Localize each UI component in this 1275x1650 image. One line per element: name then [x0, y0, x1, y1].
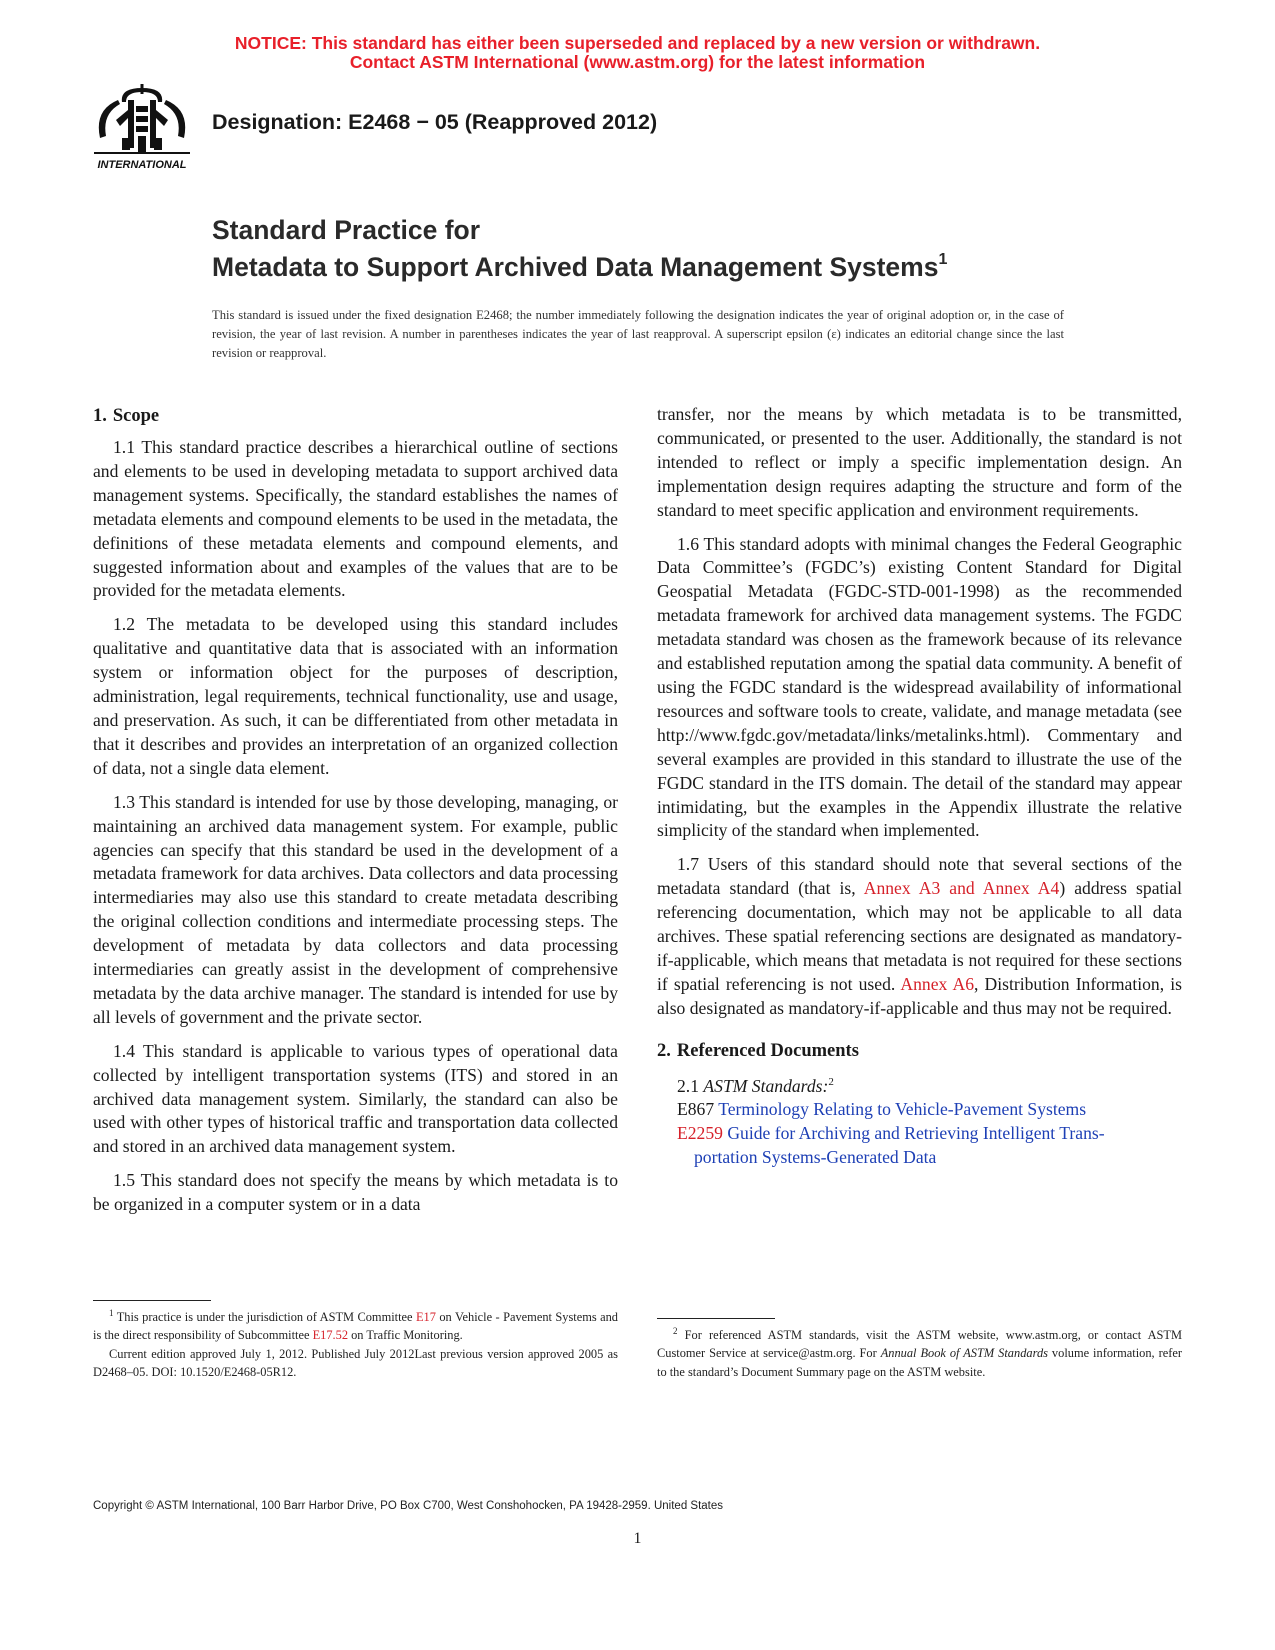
reference-e2259-link-cont[interactable]: portation Systems-Generated Data — [694, 1147, 937, 1168]
footnote-2-text-a: For referenced ASTM standards, visit the ASTM website, www.astm.org, or contact ASTM Customer Service at service@astm.org. For — [657, 1328, 1182, 1361]
reference-e867 — [657, 1098, 1182, 1122]
title-footnote-mark: 1 — [938, 251, 948, 268]
committee-e17-link[interactable]: E17 — [415, 1310, 436, 1325]
title-line-2: Metadata to Support Archived Data Management Systems — [212, 251, 939, 282]
column-left — [93, 404, 618, 1217]
designation: Designation: E2468 − 05 (Reapproved 2012) — [212, 110, 658, 134]
referenced-documents-list — [657, 1071, 1182, 1170]
logo-text: INTERNATIONAL — [97, 159, 187, 171]
annex-a3-a4-link[interactable]: Annex A3 and Annex A4 — [863, 878, 1060, 899]
reference-code-link[interactable]: E2259 — [677, 1123, 723, 1144]
footnote-2-text-b: volume information, refer to the standard’s Document Summary page on the ASTM website. — [657, 1346, 1182, 1379]
footnote-divider-left — [93, 1300, 211, 1301]
section-title: Scope — [112, 406, 160, 426]
notice-line-1: NOTICE: This standard has either been superseded and replaced by a new version or withdrawn. — [234, 33, 1041, 53]
section-heading-referenced — [657, 1039, 1182, 1063]
page-title — [212, 214, 947, 283]
paragraph-1-2: 1.2 The metadata to be developed using this standard includes qualitative and quantitative data that is associated with an information system or information object for the purposes of description, administration, legal requirements, technical functionality, use and usage, and preservation. As such, it can be differentiated from other metadata in that it describes and provides an interpretation of an organized collection of data, not a single data element. — [93, 614, 618, 778]
astm-standards-label — [657, 1071, 1182, 1099]
footnote-2-book-title: Annual Book of ASTM Standards — [880, 1346, 1048, 1361]
paragraph-1-7-text-a: 1.7 Users of this standard should note that several sections of the metadata standard (that is, — [657, 854, 1182, 899]
footnote-1-edition: Current edition approved July 1, 2012. Published July 2012Last previous version approved 2005 as D2468–05. DOI: 10.1520/E2468-05R12. — [93, 1346, 618, 1379]
footnote-2-mark: 2 — [673, 1326, 678, 1336]
reference-e2259 — [657, 1122, 1182, 1146]
paragraph-1-1: 1.1 This standard practice describes a hierarchical outline of sections and elements to be used in developing metadata to support archived data management systems. Specifically, the standard establishes the names of metadata elements and compound elements to be used in the metadata, the definitions of these metadata elements and compound elements, and suggested information about and examples of the values that are to be provided for the metadata elements. — [93, 437, 618, 601]
astm-logo-icon — [92, 80, 192, 176]
reference-e2259-link[interactable]: Guide for Archiving and Retrieving Intelligent Trans- — [727, 1123, 1105, 1144]
section-number: 2. — [657, 1040, 671, 1061]
paragraph-1-5-continued: transfer, nor the means by which metadata is to be transmitted, communicated, or presented to the user. Additionally, the standard is not intended to reflect or imply a specific implementation design. An implementation design requires adapting the structure and form of the standard to meet specific application and environment requirements. — [657, 404, 1182, 520]
paragraph-1-5-start: 1.5 This standard does not specify the means by which metadata is to be organized in a computer system or in a data — [93, 1170, 618, 1215]
reference-code: E867 — [677, 1099, 715, 1120]
column-right — [657, 403, 1182, 1170]
reference-e867-link[interactable]: Terminology Relating to Vehicle-Pavement Systems — [718, 1099, 1087, 1120]
footnote-1-text-b: on Vehicle - Pavement Systems and is the direct responsibility of Subcommittee — [93, 1310, 619, 1343]
footnote-1-text-a: This practice is under the jurisdiction of ASTM Committee — [116, 1310, 416, 1325]
copyright-line: Copyright © ASTM International, 100 Barr Harbor Drive, PO Box C700, West Conshohocken, PA 19428-2959. United States — [93, 1500, 724, 1512]
section-number: 1. — [93, 406, 107, 426]
paragraph-1-4: 1.4 This standard is applicable to various types of operational data collected by intelligent transportation systems (ITS) and stored in an archived data management system. Similarly, the standard can also be used with other types of historical traffic and transportation data collected and stored in an archived data management system. — [93, 1040, 618, 1157]
section-heading-scope — [93, 404, 618, 428]
subsection-label: ASTM Standards: — [703, 1075, 829, 1096]
paragraph-1-7-text-b: ) address spatial referencing documentation, which may not be applicable to all data archives. These spatial referencing sections are designated as mandatory-if-applicable, which means that metadata is not required for these sections if spatial referencing is not used. — [657, 878, 1182, 994]
paragraph-1-3: 1.3 This standard is intended for use by those developing, managing, or maintaining an archived data management system. For example, public agencies can specify that this standard be used in the development of a metadata framework for data archives. Data collectors and data processing intermediaries may also use this standard to create metadata describing the original collection conditions and intermediate processing steps. The development of metadata by data collectors and data processing intermediaries can greatly assist in the development of comprehensive metadata by the data archive manager. The standard is intended for use by all levels of government and the private sector. — [93, 791, 618, 1027]
subcommittee-e17-52-link[interactable]: E17.52 — [312, 1328, 349, 1343]
footnote-divider-right — [657, 1318, 775, 1319]
footnote-1-text-c: on Traffic Monitoring. — [348, 1328, 463, 1343]
title-line-1: Standard Practice for — [212, 215, 481, 245]
paragraph-1-7-text-c: , Distribution Information, is also designated as mandatory-if-applicable and thus may not be required. — [657, 973, 1182, 1018]
section-title: Referenced Documents — [676, 1040, 859, 1061]
issuance-note: This standard is issued under the fixed designation E2468; the number immediately following the designation indicates the year of original adoption or, in the case of revision, the year of last revision. A number in parentheses indicates the year of last reapproval. A superscript epsilon (ε) indicates an editorial change since the last revision or reapproval. — [212, 308, 1064, 360]
page-number: 1 — [633, 1530, 642, 1547]
footnote-1-mark: 1 — [109, 1308, 114, 1318]
notice-banner — [0, 34, 1275, 72]
paragraph-1-6: 1.6 This standard adopts with minimal changes the Federal Geographic Data Committee’s (FGDC’s) existing Content Standard for Digital Geospatial Metadata (FGDC-STD-001-1998) as the recommended metadata framework for archived data management systems. The FGDC metadata standard was chosen as the framework because of its relevance and established reputation among the spatial data community. A benefit of using the FGDC standard is the widespread availability of informational resources and software tools to create, validate, and manage metadata (see http://www.fgdc.gov/metadata/links/metalinks.html). Commentary and several examples are provided in this standard to illustrate the use of the FGDC standard in the ITS domain. The detail of the standard may appear intimidating, but the examples in the Appendix illustrate the relative simplicity of the standard when implemented. — [657, 533, 1182, 841]
notice-line-2: Contact ASTM International (www.astm.org) for the latest information — [349, 52, 926, 72]
footnote-1 — [93, 1304, 618, 1381]
annex-a6-link[interactable]: Annex A6 — [900, 973, 974, 994]
paragraph-1-7 — [657, 853, 1182, 1020]
subsection-number: 2.1 — [677, 1075, 699, 1096]
footnote-mark-2: 2 — [828, 1075, 834, 1088]
footnote-2 — [657, 1322, 1182, 1381]
